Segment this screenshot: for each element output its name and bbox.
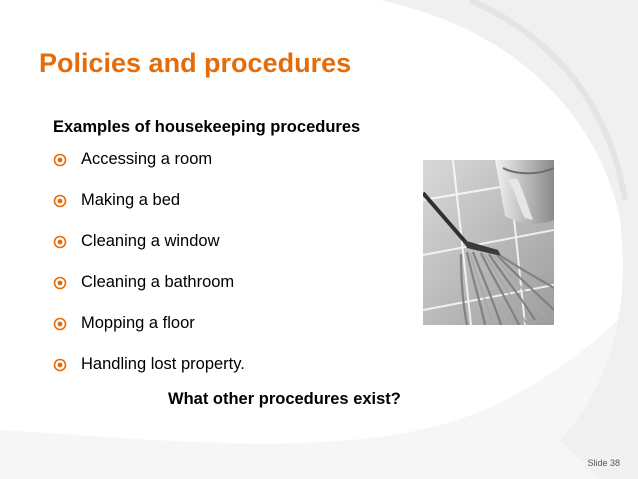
bullet-item [53,191,245,232]
bullet-item [53,273,245,314]
circled-dot-icon [53,355,81,377]
bullet-label: Mopping a floor [81,314,195,332]
bullet-label: Making a bed [81,191,181,209]
bullet-label: Cleaning a bathroom [81,273,235,291]
bullet-list [53,150,245,396]
circled-dot-icon [53,150,81,172]
bullet-item [53,314,245,355]
bullet-label: Handling lost property. [81,355,245,373]
bullet-label: Cleaning a window [81,232,220,250]
circled-dot-icon [53,314,81,336]
slide-subtitle: Examples of housekeeping procedures [53,118,361,136]
slide-number: Slide 38 [587,458,620,468]
mop-and-bucket-photo [423,160,554,325]
discussion-question: What other procedures exist? [168,390,401,408]
circled-dot-icon [53,191,81,213]
bullet-item [53,150,245,191]
bullet-label: Accessing a room [81,150,213,168]
bullet-item [53,232,245,273]
circled-dot-icon [53,232,81,254]
slide-title: Policies and procedures [39,48,352,78]
circled-dot-icon [53,273,81,295]
